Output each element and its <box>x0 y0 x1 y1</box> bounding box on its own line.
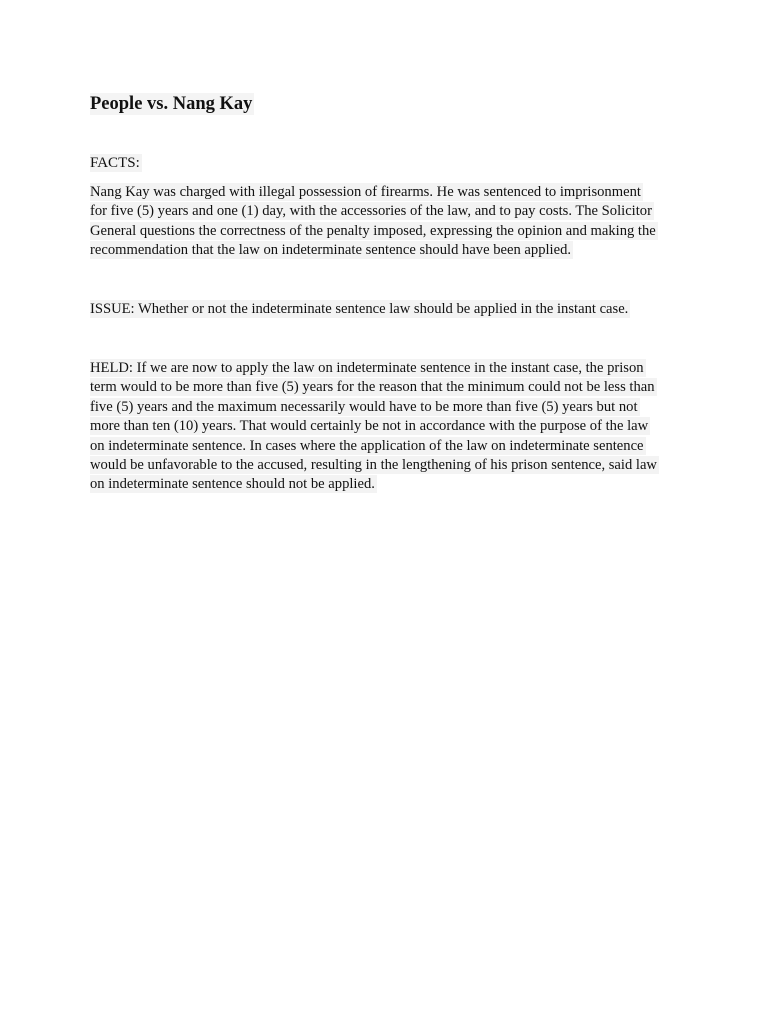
document-title <box>90 92 254 116</box>
facts-line-text: recommendation that the law on indeterminate sentence should have been applied. <box>90 242 572 259</box>
facts-line-text: General questions the correctness of the penalty imposed, expressing the opinion and making the <box>90 222 656 239</box>
held-line <box>90 437 659 456</box>
issue-paragraph <box>90 300 630 319</box>
facts-line <box>90 202 658 221</box>
facts-line <box>90 241 658 260</box>
held-line <box>90 359 659 378</box>
held-line-text: HELD: If we are now to apply the law on indeterminate sentence in the instant case, the prison <box>90 360 644 376</box>
held-line-text: term would to be more than five (5) years for the reason that the minimum could not be less than <box>90 379 655 396</box>
held-line-text: on indeterminate sentence. In cases where the application of the law on indeterminate sentence <box>90 437 644 454</box>
document-title-text: People vs. Nang Kay <box>90 94 253 114</box>
facts-line-text: for five (5) years and one (1) day, with the accessories of the law, and to pay costs. The Solicitor <box>90 203 652 220</box>
held-paragraph <box>90 359 659 495</box>
held-line <box>90 475 659 494</box>
facts-line <box>90 183 658 202</box>
facts-line <box>90 222 658 241</box>
facts-line-text: Nang Kay was charged with illegal possession of firearms. He was sentenced to imprisonment <box>90 184 641 200</box>
held-line <box>90 456 659 475</box>
issue-line-text: ISSUE: Whether or not the indeterminate sentence law should be applied in the instant case. <box>90 301 629 317</box>
held-line <box>90 398 659 417</box>
held-line-text: would be unfavorable to the accused, resulting in the lengthening of his prison sentence, said law <box>90 457 657 474</box>
facts-heading-text: FACTS: <box>90 155 140 171</box>
held-line <box>90 378 659 397</box>
facts-heading <box>90 153 142 173</box>
facts-paragraph <box>90 183 658 261</box>
issue-line <box>90 300 630 319</box>
held-line-text: five (5) years and the maximum necessarily would have to be more than five (5) years but not <box>90 398 638 415</box>
held-line-text: on indeterminate sentence should not be applied. <box>90 476 375 493</box>
held-line <box>90 417 659 436</box>
held-line-text: more than ten (10) years. That would certainly be not in accordance with the purpose of the law <box>90 418 649 435</box>
